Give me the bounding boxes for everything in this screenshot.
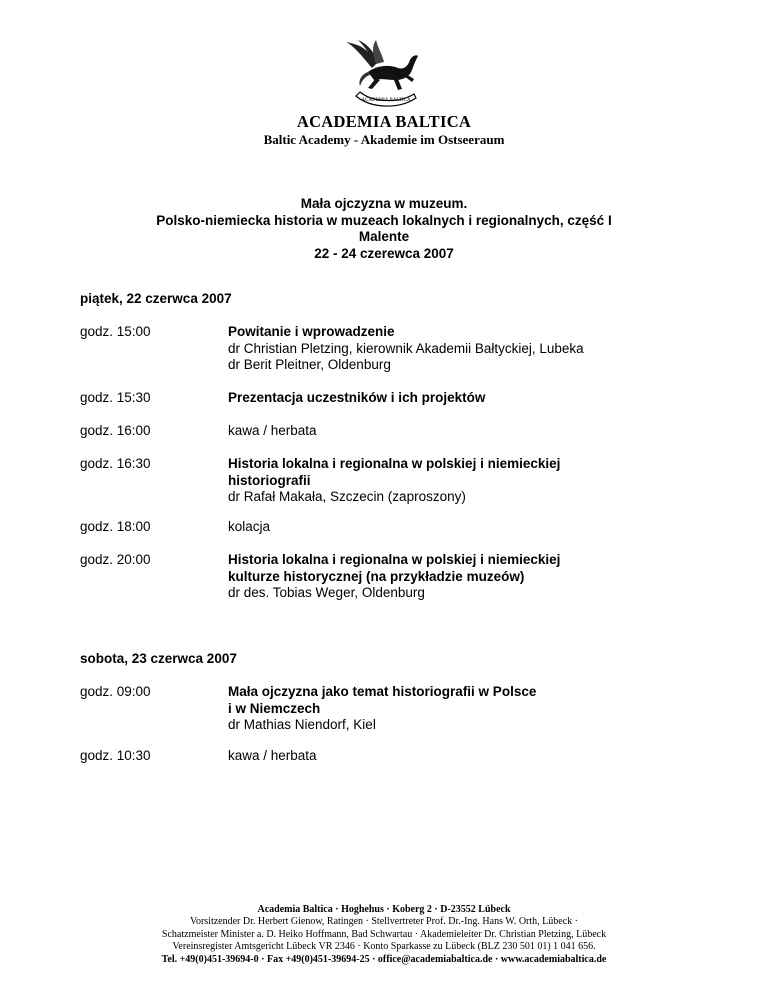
title-line-3: Malente bbox=[358, 229, 410, 244]
footer-contact: Tel. +49(0)451-39694-0 · Fax +49(0)451-39694-25 · office@academiabaltica.de · www.academiabaltica.de bbox=[161, 953, 607, 965]
org-name: ACADEMIA BALTICA bbox=[296, 112, 472, 131]
session-title-cont: i w Niemczech bbox=[228, 700, 321, 716]
session-speaker: dr Rafał Makała, Szczecin (zaproszony) bbox=[228, 489, 466, 504]
session-time: godz. 16:00 bbox=[80, 423, 151, 438]
session-title-cont: historiografii bbox=[228, 472, 311, 488]
session-speaker: dr Christian Pletzing, kierownik Akademii Bałtyckiej, Lubeka bbox=[228, 340, 584, 356]
title-line-4: 22 - 24 czerewca 2007 bbox=[314, 245, 454, 261]
academia-baltica-logo bbox=[342, 38, 430, 110]
footer-registry: Vereinsregister Amtsgericht Lübeck VR 2346 · Konto Sparkasse zu Lübeck (BLZ 230 501 01) 1 041 656. bbox=[172, 941, 596, 953]
day-heading: piątek, 22 czerwca 2007 bbox=[80, 291, 232, 306]
letterhead-footer bbox=[0, 904, 768, 966]
document-title bbox=[0, 196, 768, 262]
session-speaker: dr des. Tobias Weger, Oldenburg bbox=[228, 585, 425, 600]
session-title: Powitanie i wprowadzenie bbox=[228, 324, 395, 339]
session-time: godz. 16:30 bbox=[80, 456, 151, 471]
title-line-2: Polsko-niemiecka historia w muzeach lokalnych i regionalnych, część I bbox=[156, 212, 612, 228]
session-meal: kolacja bbox=[228, 519, 271, 534]
title-line-1: Mała ojczyzna w muzeum. bbox=[300, 196, 468, 211]
session-break: kawa / herbata bbox=[228, 748, 317, 763]
session-title: Historia lokalna i regionalna w polskiej i niemieckiej bbox=[228, 552, 561, 567]
pegasus-seal-icon bbox=[342, 38, 430, 110]
footer-board-1: Vorsitzender Dr. Herbert Gienow, Ratingen · Stellvertreter Prof. Dr.-Ing. Hans W. Orth, Lübeck · bbox=[190, 916, 578, 928]
footer-board-2: Schatzmeister Minister a. D. Heiko Hoffmann, Bad Schwartau · Akademieleiter Dr. Christian Pletzing, Lübeck bbox=[161, 928, 607, 940]
session-title: Mała ojczyzna jako temat historiografii w Polsce bbox=[228, 684, 537, 699]
session-time: godz. 15:00 bbox=[80, 324, 151, 339]
session-time: godz. 15:30 bbox=[80, 390, 151, 405]
session-break: kawa / herbata bbox=[228, 423, 317, 438]
session-speaker: dr Berit Pleitner, Oldenburg bbox=[228, 357, 391, 372]
session-time: godz. 18:00 bbox=[80, 519, 151, 534]
session-speaker: dr Mathias Niendorf, Kiel bbox=[228, 717, 376, 732]
seal-text: ACADEMIA BALTICA bbox=[361, 98, 411, 103]
session-title: Historia lokalna i regionalna w polskiej i niemieckiej bbox=[228, 456, 561, 471]
org-subtitle: Baltic Academy - Akademie im Ostseeraum bbox=[263, 132, 505, 147]
session-time: godz. 20:00 bbox=[80, 552, 151, 567]
footer-address: Academia Baltica · Hoghehus · Koberg 2 · D-23552 Lübeck bbox=[257, 904, 511, 915]
session-time: godz. 10:30 bbox=[80, 748, 151, 763]
session-title: Prezentacja uczestników i ich projektów bbox=[228, 390, 486, 405]
session-time: godz. 09:00 bbox=[80, 684, 151, 699]
day-heading: sobota, 23 czerwca 2007 bbox=[80, 651, 237, 666]
session-title-cont: kulturze historycznej (na przykładzie muzeów) bbox=[228, 568, 525, 584]
